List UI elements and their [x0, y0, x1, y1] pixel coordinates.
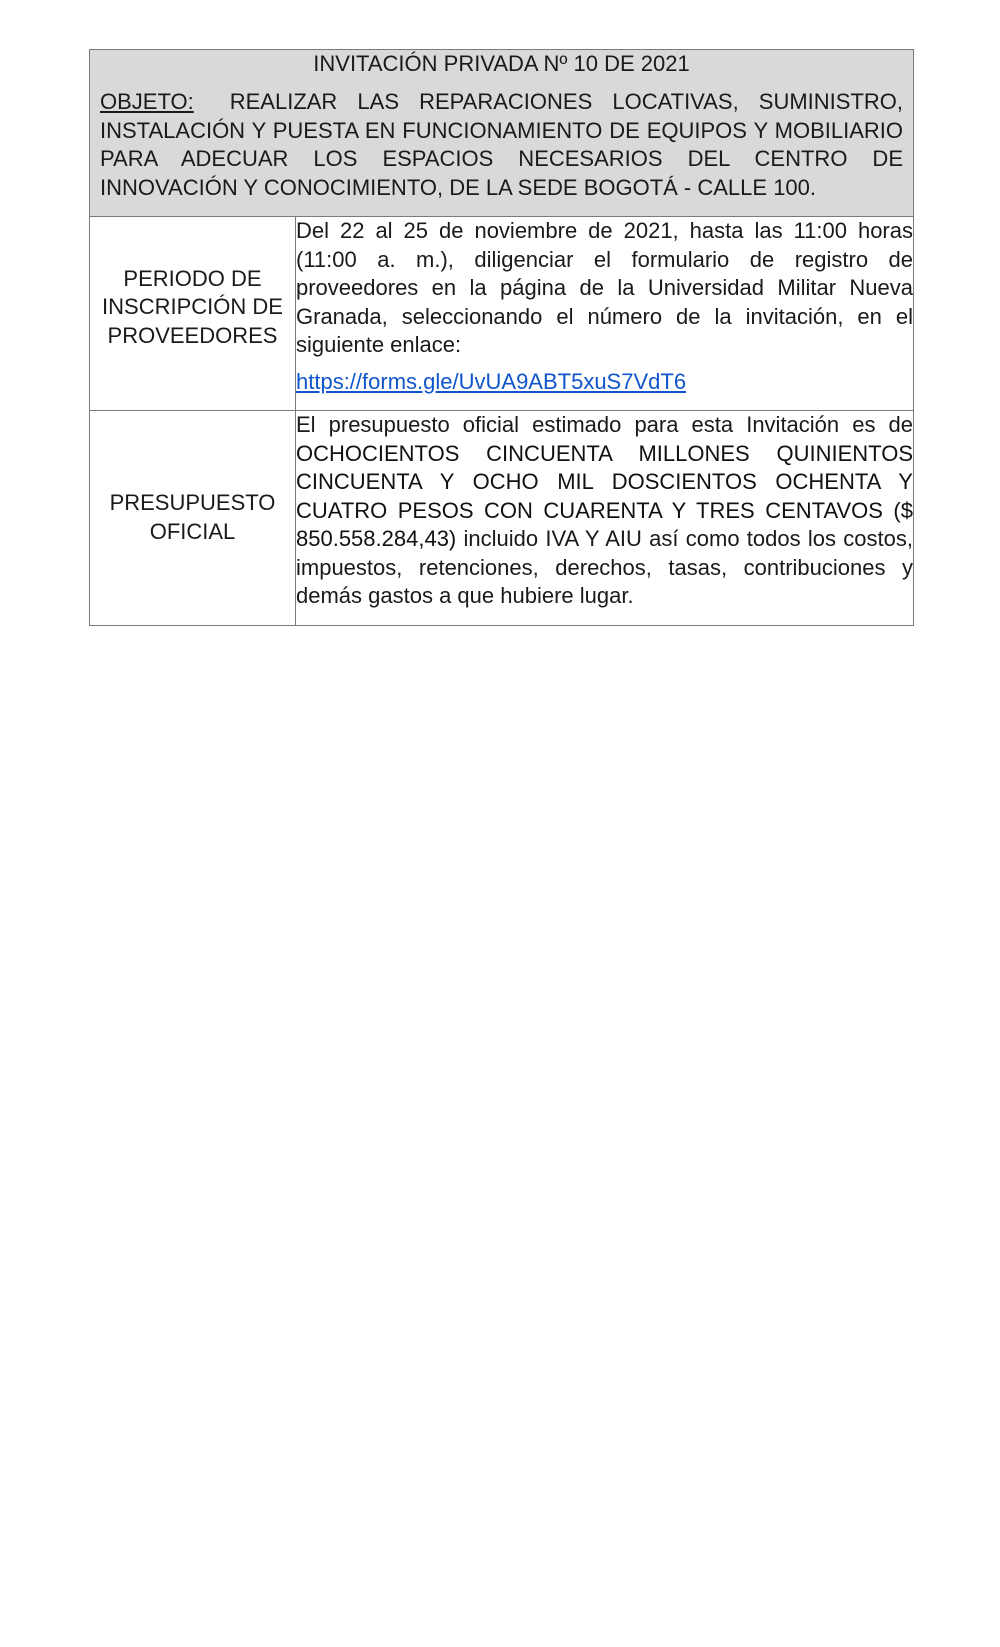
periodo-content-cell	[296, 217, 913, 410]
presupuesto-rest: incluido IVA Y AIU así como todos los costos, impuestos, retenciones, derechos, tasas, contribuciones y demás gastos a que hubiere lugar.	[296, 526, 913, 608]
objeto-paragraph	[100, 88, 903, 202]
periodo-label-cell	[90, 217, 296, 410]
objeto-text: REALIZAR LAS REPARACIONES LOCATIVAS, SUMINISTRO, INSTALACIÓN Y PUESTA EN FUNCIONAMIENTO DE EQUIPOS Y MOBILIARIO PARA ADECUAR LOS ESPACIOS NECESARIOS DEL CENTRO DE INNOVACIÓN Y CONOCIMIENTO, DE LA SEDE BOGOTÁ - CALLE 100.	[100, 89, 903, 200]
invitation-title: INVITACIÓN PRIVADA Nº 10 DE 2021	[313, 51, 690, 76]
presupuesto-intro: El presupuesto oficial estimado para esta Invitación es de	[296, 412, 913, 437]
table-header	[90, 50, 913, 217]
presupuesto-content-cell	[296, 411, 913, 625]
table-row-presupuesto-oficial	[90, 411, 913, 625]
presupuesto-text	[296, 411, 913, 611]
presupuesto-label-cell	[90, 411, 296, 625]
table-row-periodo-inscripcion	[90, 217, 913, 411]
presupuesto-label: PRESUPUESTO OFICIAL	[109, 490, 276, 544]
periodo-text: Del 22 al 25 de noviembre de 2021, hasta las 11:00 horas (11:00 a. m.), diligenciar el formulario de registro de proveedores en la página de la Universidad Militar Nueva Granada, seleccionando el número de la invitación, en el siguiente enlace:	[296, 218, 913, 357]
periodo-label: PERIODO DE INSCRIPCIÓN DE PROVEEDORES	[102, 265, 283, 348]
objeto-label: OBJETO:	[100, 89, 194, 114]
invitation-table	[89, 49, 914, 626]
registration-form-link[interactable]: https://forms.gle/UvUA9ABT5xuS7VdT6	[296, 368, 687, 394]
presupuesto-amount: OCHOCIENTOS CINCUENTA MILLONES QUINIENTOS CINCUENTA Y OCHO MIL DOSCIENTOS OCHENTA Y CUATRO PESOS CON CUARENTA Y TRES CENTAVOS ($ 850.558.284,43)	[296, 440, 913, 551]
